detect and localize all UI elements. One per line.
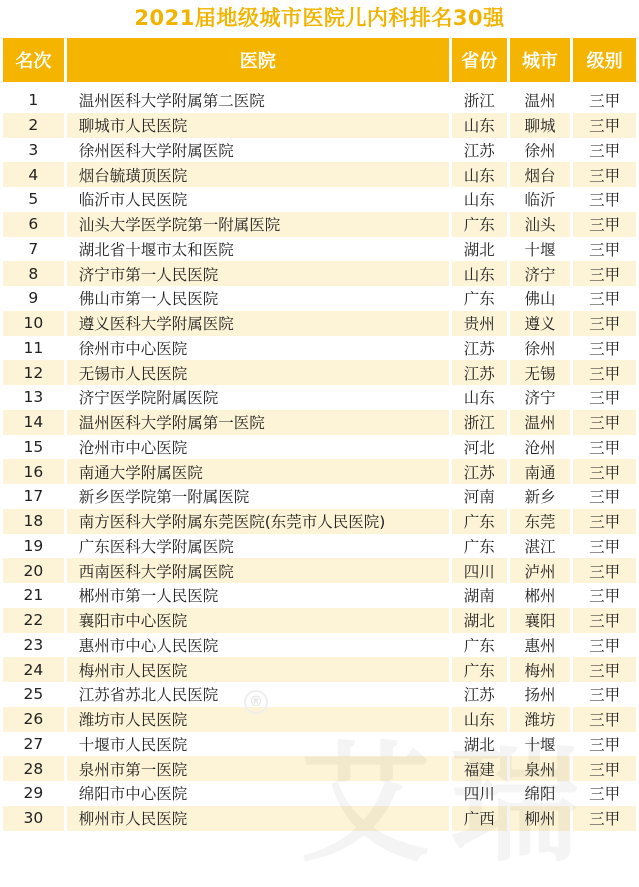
hospital-cell: 西南医科大学附属医院 (67, 558, 449, 583)
city-cell: 汕头 (510, 212, 571, 237)
table-row (3, 261, 636, 286)
rank-cell: 25 (23, 685, 44, 704)
table-row (3, 113, 636, 138)
province-cell: 山东 (463, 191, 495, 210)
province-cell: 山东 (452, 162, 507, 187)
table-row (3, 583, 636, 608)
city-cell: 临沂 (524, 191, 556, 210)
level-cell: 三甲 (573, 162, 636, 187)
rank-cell: 15 (23, 437, 44, 456)
table-row (3, 633, 636, 658)
header-city: 城市 (510, 38, 571, 82)
hospital-cell: 柳州市人民医院 (67, 806, 449, 831)
rank-cell: 18 (3, 509, 64, 534)
level-cell: 三甲 (589, 141, 621, 160)
hospital-cell: 沧州市中心医院 (78, 438, 188, 457)
table-title: 2021届地级城市医院儿内科排名30强 (134, 6, 505, 30)
level-cell: 三甲 (573, 113, 636, 138)
city-cell: 十堰 (524, 735, 556, 754)
rank-cell: 20 (3, 558, 64, 583)
city-cell: 襄阳 (510, 608, 571, 633)
rank-cell: 14 (3, 410, 64, 435)
city-cell: 烟台 (510, 162, 571, 187)
rank-cell: 30 (3, 806, 64, 831)
province-cell: 广东 (452, 509, 507, 534)
level-cell: 三甲 (573, 459, 636, 484)
level-cell: 三甲 (573, 657, 636, 682)
hospital-cell: 聊城市人民医院 (67, 113, 449, 138)
hospital-cell: 佛山市第一人民医院 (78, 290, 219, 309)
header-level: 级别 (573, 38, 636, 82)
province-cell: 浙江 (463, 92, 495, 111)
province-cell: 河南 (463, 488, 495, 507)
table-row (3, 435, 636, 460)
province-cell: 河北 (463, 438, 495, 457)
hospital-cell: 惠州市中心人民医院 (78, 636, 219, 655)
hospital-cell: 临沂市人民医院 (78, 191, 188, 210)
level-cell: 三甲 (589, 290, 621, 309)
level-cell: 三甲 (573, 311, 636, 336)
rank-cell: 8 (3, 261, 64, 286)
table-row (3, 212, 636, 237)
province-cell: 广东 (452, 212, 507, 237)
rank-cell: 22 (3, 608, 64, 633)
city-cell: 惠州 (524, 636, 556, 655)
hospital-cell: 江苏省苏北人民医院 (78, 686, 219, 705)
rank-cell: 21 (23, 586, 44, 605)
hospital-cell: 新乡医学院第一附属医院 (78, 488, 250, 507)
city-cell: 新乡 (524, 488, 556, 507)
city-cell: 无锡 (510, 360, 571, 385)
province-cell: 江苏 (463, 686, 495, 705)
table-row (3, 608, 636, 633)
rank-cell: 17 (23, 487, 44, 506)
level-cell: 三甲 (589, 686, 621, 705)
hospital-cell: 温州医科大学附属第二医院 (78, 92, 265, 111)
registered-mark: ® (244, 690, 268, 714)
table-row (3, 360, 636, 385)
city-cell: 郴州 (524, 587, 556, 606)
city-cell: 徐州 (524, 141, 556, 160)
province-cell: 广东 (463, 537, 495, 556)
province-cell: 湖北 (452, 608, 507, 633)
rank-cell: 27 (23, 734, 44, 753)
rank-cell: 23 (23, 635, 44, 654)
city-cell: 泸州 (510, 558, 571, 583)
city-cell: 温州 (524, 92, 556, 111)
province-cell: 江苏 (463, 141, 495, 160)
city-cell: 佛山 (524, 290, 556, 309)
province-cell: 广东 (463, 290, 495, 309)
province-cell: 广东 (452, 657, 507, 682)
province-cell: 福建 (452, 756, 507, 781)
level-cell: 三甲 (589, 92, 621, 111)
city-cell: 沧州 (524, 438, 556, 457)
hospital-cell: 济宁医学院附属医院 (78, 389, 219, 408)
city-cell: 济宁 (510, 261, 571, 286)
rank-cell: 28 (3, 756, 64, 781)
city-cell: 十堰 (524, 240, 556, 259)
province-cell: 浙江 (452, 410, 507, 435)
table-row (3, 459, 636, 484)
hospital-cell: 襄阳市中心医院 (67, 608, 449, 633)
rank-cell: 11 (23, 338, 44, 357)
hospital-cell: 遵义医科大学附属医院 (67, 311, 449, 336)
table-row (3, 237, 636, 262)
province-cell: 湖北 (463, 240, 495, 259)
rank-cell: 7 (28, 239, 39, 258)
province-cell: 广东 (463, 636, 495, 655)
rank-cell: 12 (3, 360, 64, 385)
level-cell: 三甲 (589, 438, 621, 457)
province-cell: 四川 (452, 558, 507, 583)
rank-cell: 4 (3, 162, 64, 187)
city-cell: 柳州 (510, 806, 571, 831)
level-cell: 三甲 (589, 488, 621, 507)
level-cell: 三甲 (573, 261, 636, 286)
table-row (3, 162, 636, 187)
table-row (3, 509, 636, 534)
city-cell: 温州 (510, 410, 571, 435)
rank-cell: 9 (28, 289, 39, 308)
table-row (3, 138, 636, 163)
rank-cell: 26 (3, 707, 64, 732)
province-cell: 江苏 (452, 459, 507, 484)
level-cell: 三甲 (573, 212, 636, 237)
level-cell: 三甲 (589, 735, 621, 754)
hospital-cell: 温州医科大学附属第一医院 (67, 410, 449, 435)
province-cell: 江苏 (452, 360, 507, 385)
table-header (3, 38, 636, 82)
hospital-cell: 十堰市人民医院 (78, 735, 188, 754)
city-cell: 绵阳 (524, 785, 556, 804)
rank-cell: 13 (23, 388, 44, 407)
rank-cell: 2 (3, 113, 64, 138)
city-cell: 湛江 (524, 537, 556, 556)
hospital-cell: 无锡市人民医院 (67, 360, 449, 385)
hospital-cell: 梅州市人民医院 (67, 657, 449, 682)
province-cell: 贵州 (452, 311, 507, 336)
level-cell: 三甲 (589, 389, 621, 408)
city-cell: 东莞 (510, 509, 571, 534)
province-cell: 山东 (452, 261, 507, 286)
hospital-cell: 潍坊市人民医院 (67, 707, 449, 732)
level-cell: 三甲 (573, 707, 636, 732)
hospital-cell: 南通大学附属医院 (67, 459, 449, 484)
hospital-cell: 济宁市第一人民医院 (67, 261, 449, 286)
level-cell: 三甲 (573, 608, 636, 633)
rank-cell: 10 (3, 311, 64, 336)
level-cell: 三甲 (573, 509, 636, 534)
hospital-cell: 烟台毓璜顶医院 (67, 162, 449, 187)
watermark-text (300, 700, 600, 887)
city-cell: 梅州 (510, 657, 571, 682)
level-cell: 三甲 (573, 410, 636, 435)
level-cell: 三甲 (589, 587, 621, 606)
city-cell: 扬州 (524, 686, 556, 705)
province-cell: 山东 (452, 707, 507, 732)
level-cell: 三甲 (573, 360, 636, 385)
table-row (3, 657, 636, 682)
city-cell: 济宁 (524, 389, 556, 408)
hospital-cell: 汕头大学医学院第一附属医院 (67, 212, 449, 237)
level-cell: 三甲 (589, 339, 621, 358)
level-cell: 三甲 (573, 756, 636, 781)
province-cell: 四川 (463, 785, 495, 804)
province-cell: 湖北 (463, 735, 495, 754)
hospital-cell: 徐州医科大学附属医院 (78, 141, 234, 160)
rank-cell: 3 (28, 140, 39, 159)
table-row (3, 534, 636, 559)
rank-cell: 24 (3, 657, 64, 682)
table-row (3, 286, 636, 311)
rank-cell: 5 (28, 190, 39, 209)
hospital-cell: 郴州市第一人民医院 (78, 587, 219, 606)
level-cell: 三甲 (589, 636, 621, 655)
city-cell: 泉州 (510, 756, 571, 781)
province-cell: 山东 (463, 389, 495, 408)
hospital-cell: 泉州市第一医院 (67, 756, 449, 781)
hospital-cell: 广东医科大学附属医院 (78, 537, 234, 556)
hospital-cell: 绵阳市中心医院 (78, 785, 188, 804)
hospital-cell: 南方医科大学附属东莞医院(东莞市人民医院) (67, 509, 449, 534)
table-row (3, 410, 636, 435)
rank-cell: 19 (23, 536, 44, 555)
level-cell: 三甲 (589, 191, 621, 210)
table-row (3, 385, 636, 410)
table-row (3, 311, 636, 336)
table-row (3, 88, 636, 113)
level-cell: 三甲 (589, 537, 621, 556)
city-cell: 徐州 (524, 339, 556, 358)
province-cell: 湖南 (463, 587, 495, 606)
city-cell: 遵义 (510, 311, 571, 336)
rank-cell: 29 (23, 784, 44, 803)
level-cell: 三甲 (573, 558, 636, 583)
hospital-cell: 湖北省十堰市太和医院 (78, 240, 234, 259)
header-province: 省份 (452, 38, 507, 82)
rank-cell: 6 (3, 212, 64, 237)
header-rank: 名次 (3, 38, 64, 82)
city-cell: 南通 (510, 459, 571, 484)
province-cell: 广西 (452, 806, 507, 831)
hospital-cell: 徐州市中心医院 (78, 339, 188, 358)
header-hospital: 医院 (67, 38, 449, 82)
city-cell: 潍坊 (510, 707, 571, 732)
province-cell: 山东 (452, 113, 507, 138)
table-row (3, 187, 636, 212)
level-cell: 三甲 (573, 806, 636, 831)
table-row (3, 484, 636, 509)
province-cell: 江苏 (463, 339, 495, 358)
rank-cell: 1 (28, 91, 39, 110)
city-cell: 聊城 (510, 113, 571, 138)
table-row (3, 336, 636, 361)
table-row (3, 558, 636, 583)
rank-cell: 16 (3, 459, 64, 484)
level-cell: 三甲 (589, 240, 621, 259)
level-cell: 三甲 (589, 785, 621, 804)
